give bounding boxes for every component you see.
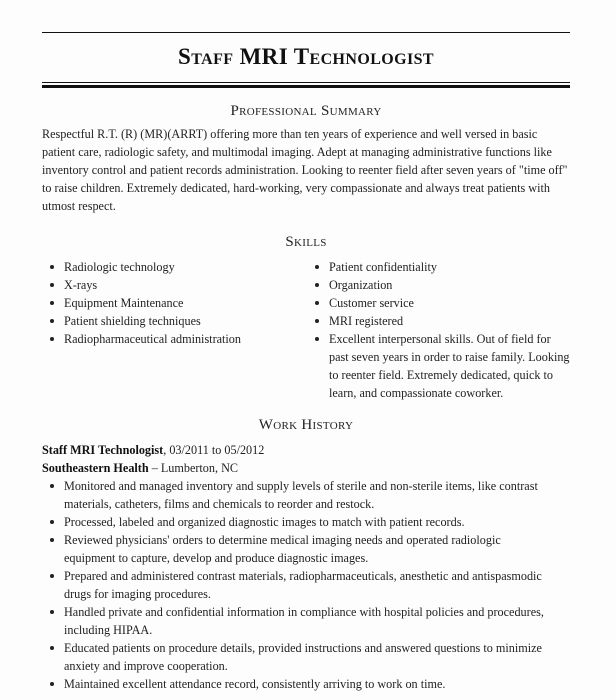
- job-location: – Lumberton, NC: [148, 461, 239, 475]
- job-dates: , 03/2011 to 05/2012: [163, 443, 265, 457]
- header-top-rule: [42, 32, 570, 33]
- skill-item: Equipment Maintenance: [42, 294, 292, 312]
- job-employer-line: [42, 459, 570, 477]
- job-duty-item: Processed, labeled and organized diagnostic images to match with patient records.: [42, 513, 552, 531]
- job-duty-item: Monitored and managed inventory and supply levels of sterile and non-sterile items, like contrast materials, catheters, films and chemicals to reorder and restock.: [42, 477, 552, 513]
- job-duty-item: Reviewed physicians' orders to determine medical imaging needs and operated radiologic equipment to capture, develop and produce diagnostic images.: [42, 531, 552, 567]
- job-duty-item: Educated patients on procedure details, provided instructions and answered questions to minimize anxiety and improve cooperation.: [42, 639, 552, 675]
- header-bottom-thin-rule: [42, 82, 570, 83]
- skill-item: Excellent interpersonal skills. Out of field for past seven years in order to raise family. Looking to reenter field. Extremely dedicated, quick to learn, and compassionate coworker.: [307, 330, 572, 402]
- skill-item: X-rays: [42, 276, 292, 294]
- job-duties-list: [42, 477, 552, 693]
- skill-item: Customer service: [307, 294, 572, 312]
- skill-item: Patient confidentiality: [307, 258, 572, 276]
- job-entry: [42, 441, 570, 693]
- resume-name-title: Staff MRI Technologist: [178, 44, 434, 69]
- job-employer: Southeastern Health: [42, 461, 149, 475]
- job-title-line: [42, 441, 570, 459]
- summary-heading: Professional Summary: [230, 103, 382, 119]
- skill-item: Patient shielding techniques: [42, 312, 292, 330]
- job-duty-item: Maintained excellent attendance record, consistently arriving to work on time.: [42, 675, 552, 693]
- skills-heading: Skills: [285, 234, 327, 250]
- skill-item: MRI registered: [307, 312, 572, 330]
- work-history-heading: Work History: [258, 417, 354, 433]
- skill-item: Organization: [307, 276, 572, 294]
- skill-item: Radiologic technology: [42, 258, 292, 276]
- job-duty-item: Handled private and confidential information in compliance with hospital policies and procedures, including HIPAA.: [42, 603, 552, 639]
- job-duty-item: Prepared and administered contrast materials, radiopharmaceuticals, anesthetic and antispasmodic drugs for imaging procedures.: [42, 567, 552, 603]
- skills-list-right: [307, 258, 572, 402]
- header-bottom-thick-rule: [42, 85, 570, 88]
- skills-list-left: [42, 258, 292, 348]
- skill-item: Radiopharmaceutical administration: [42, 330, 292, 348]
- summary-text: Respectful R.T. (R) (MR)(ARRT) offering more than ten years of experience and well versed in basic patient care, radiologic safety, and multimodal imaging. Adept at managing administrative functions like inventory control and patient records administration. Looking to reenter field after seven years of "time off" to raise children. Extremely dedicated, hard-working, very compassionate and always treat patients with utmost respect.: [42, 127, 568, 213]
- job-title: Staff MRI Technologist: [42, 443, 164, 457]
